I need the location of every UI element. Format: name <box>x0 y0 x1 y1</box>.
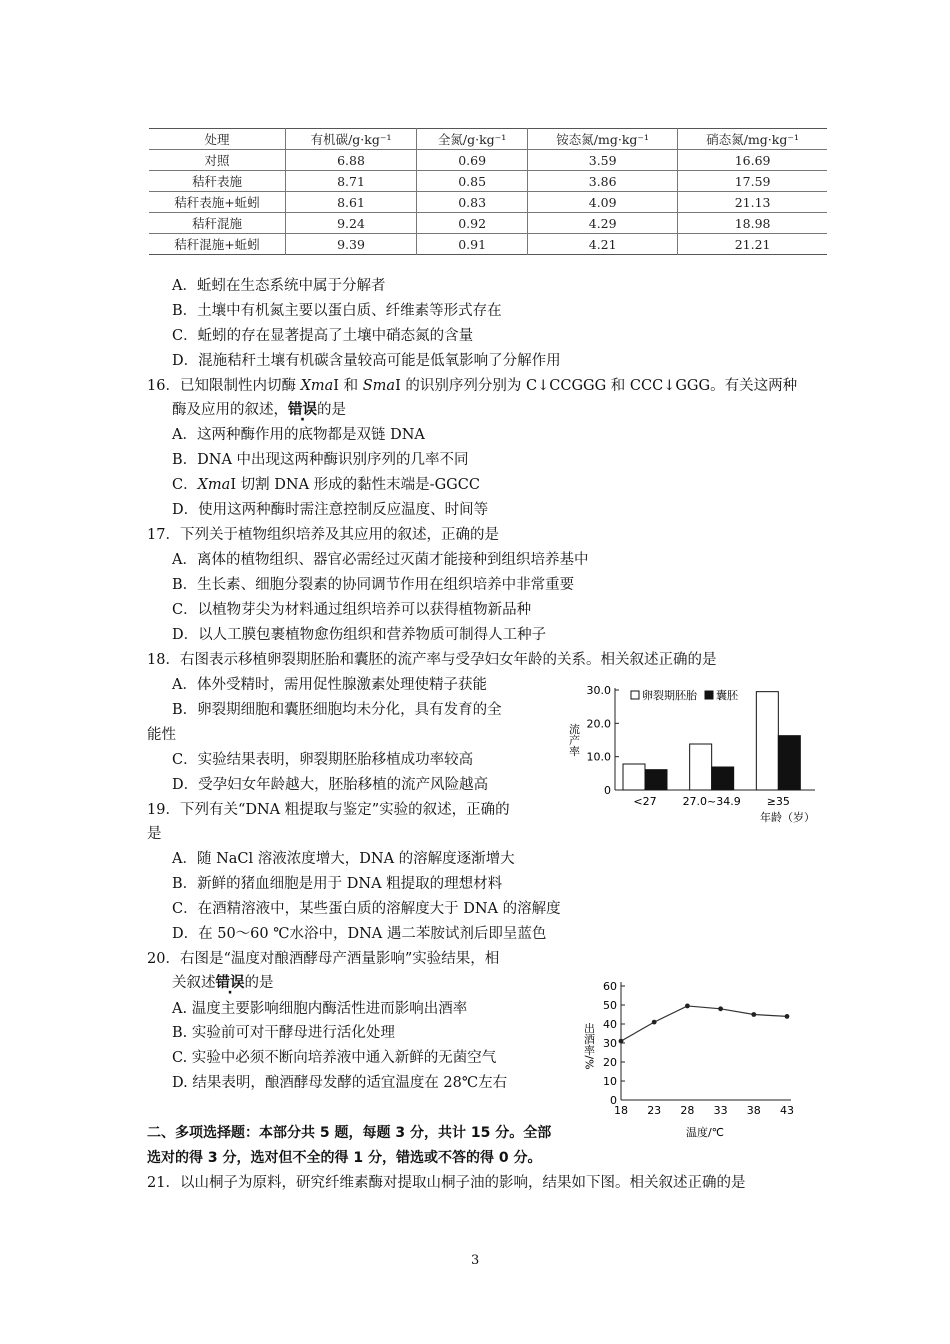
soil-data-table <box>149 128 827 255</box>
q18-option-d: D．受孕妇女年龄越大，胚胎移植的流产风险越高 <box>172 777 489 793</box>
table-cell: 17.59 <box>678 171 827 192</box>
legend-swatch-blastocyst <box>705 691 713 699</box>
section2-heading: 二、多项选择题：本部分共 5 题，每题 3 分，共计 15 分。全部 <box>147 1125 552 1141</box>
table-cell: 0.85 <box>417 171 528 192</box>
q17-option-c: C．以植物芽尖为材料通过组织培养可以获得植物新品种 <box>172 602 532 618</box>
q16-option-a: A．这两种酶作用的底物都是双链 DNA <box>172 427 425 443</box>
q16-stem <box>147 376 797 396</box>
y-tick-label: 30 <box>603 1037 617 1050</box>
q15-option-a: A．蚯蚓在生态系统中属于分解者 <box>172 278 386 294</box>
q16-option-c <box>172 475 480 495</box>
series-line <box>621 1006 787 1041</box>
q16-option-c-part: Ⅰ 切割 DNA 形成的黏性末端是-GGCC <box>230 477 480 493</box>
q17-option-b: B．生长素、细胞分裂素的协同调节作用在组织培养中非常重要 <box>172 577 575 593</box>
x-tick-label: 43 <box>780 1104 794 1117</box>
q15-option-b: B．土壤中有机氮主要以蛋白质、纤维素等形式存在 <box>172 303 502 319</box>
table-cell: 秸秆混施+蚯蚓 <box>149 234 286 255</box>
table-cell: 6.88 <box>286 150 417 171</box>
q16-stem-part: 酶及应用的叙述， <box>172 402 288 418</box>
q20-stem: 20．右图是“温度对酿酒酵母产酒量影响”实验结果，相 <box>147 951 500 967</box>
q20-option-a: A. 温度主要影响细胞内酶活性进而影响出酒率 <box>172 1001 468 1017</box>
q15-option-c: C．蚯蚓的存在显著提高了土壤中硝态氮的含量 <box>172 328 474 344</box>
table-row <box>149 213 827 234</box>
emphasis-wrong: 错误 <box>215 975 245 991</box>
q20-stem-part: 关叙述 <box>172 975 216 991</box>
enzyme-name: Xma <box>300 378 334 394</box>
table-cell: 秸秆表施 <box>149 171 286 192</box>
data-point <box>751 1012 756 1017</box>
x-axis-label: 温度/℃ <box>685 1126 725 1139</box>
y-tick-label: 0 <box>604 784 611 797</box>
y-tick-label: 30.0 <box>586 684 611 697</box>
table-header-row <box>149 129 827 150</box>
q20-option-d: D. 结果表明，酿酒酵母发酵的适宜温度在 28℃左右 <box>172 1075 508 1091</box>
q20-stem-line2 <box>172 973 274 993</box>
table-cell: 18.98 <box>678 213 827 234</box>
y-axis-label: 流产率 <box>567 723 581 757</box>
x-tick-label: 23 <box>647 1104 662 1117</box>
q18-option-b-cont: 能性 <box>147 727 176 743</box>
table-row <box>149 150 827 171</box>
table-row <box>149 192 827 213</box>
q16-option-c-part: C． <box>172 477 198 493</box>
bar-blastocyst <box>778 736 800 790</box>
table-cell: 4.29 <box>528 213 678 234</box>
table-header-cell: 硝态氮/mg·kg⁻¹ <box>678 129 827 150</box>
table-row <box>149 234 827 255</box>
y-tick-label: 50 <box>603 999 617 1012</box>
q19-option-b: B．新鲜的猪血细胞是用于 DNA 粗提取的理想材料 <box>172 876 503 892</box>
y-axis-label: 出酒率/% <box>582 1022 596 1070</box>
table-cell: 21.21 <box>678 234 827 255</box>
table-cell: 16.69 <box>678 150 827 171</box>
q15-option-d: D．混施秸秆土壤有机碳含量较高可能是低氧影响了分解作用 <box>172 353 561 369</box>
q16-stem-part: Ⅰ 和 <box>333 378 359 394</box>
table-header-cell: 有机碳/g·kg⁻¹ <box>286 129 417 150</box>
q16-stem-part: 的是 <box>317 402 346 418</box>
q16-option-b: B．DNA 中出现这两种酶识别序列的几率不同 <box>172 452 469 468</box>
x-tick-label: 28 <box>680 1104 695 1117</box>
y-tick-label: 20 <box>603 1056 617 1069</box>
emphasis-wrong: 错误 <box>288 402 317 418</box>
q19-option-a: A．随 NaCl 溶液浓度增大，DNA 的溶解度逐渐增大 <box>172 851 515 867</box>
q21-stem: 21．以山桐子为原料，研究纤维素酶对提取山桐子油的影响，结果如下图。相关叙述正确的是 <box>147 1175 746 1191</box>
bar-blastocyst <box>712 767 734 790</box>
x-tick-label: 38 <box>746 1104 761 1117</box>
q16-stem-part: Ⅰ 的识别序列分别为 C↓CCGGG 和 CCC↓GGG。有关这两种 <box>395 378 798 394</box>
enzyme-name: Sma <box>362 378 396 394</box>
enzyme-name: Xma <box>197 477 231 493</box>
x-tick-label: 27.0~34.9 <box>682 795 741 808</box>
data-point <box>652 1020 657 1025</box>
bar-blastocyst <box>645 770 667 790</box>
table-header-cell: 处理 <box>149 129 286 150</box>
x-tick-label: 33 <box>713 1104 728 1117</box>
q18-option-c: C．实验结果表明，卵裂期胚胎移植成功率较高 <box>172 752 474 768</box>
legend-swatch-cleavage <box>631 691 639 699</box>
table-cell: 3.86 <box>528 171 678 192</box>
x-axis-label: 年龄（岁） <box>760 811 815 824</box>
legend-label-blastocyst: 囊胚 <box>716 689 738 702</box>
y-tick-label: 10.0 <box>586 750 611 764</box>
table-cell: 9.39 <box>286 234 417 255</box>
bar-cleavage-embryo <box>690 744 712 790</box>
x-tick-label: ≥35 <box>766 795 790 808</box>
q16-option-d: D．使用这两种酶时需注意控制反应温度、时间等 <box>172 502 489 518</box>
data-point <box>718 1006 723 1011</box>
bar-cleavage-embryo <box>756 692 778 790</box>
q18-option-a: A．体外受精时，需用促性腺激素处理使精子获能 <box>172 677 487 693</box>
q17-option-a: A．离体的植物组织、器官必需经过灭菌才能接种到组织培养基中 <box>172 552 589 568</box>
table-row <box>149 171 827 192</box>
legend-label-cleavage: 卵裂期胚胎 <box>642 689 697 702</box>
data-point <box>685 1004 690 1009</box>
q19-stem-cont: 是 <box>147 826 162 842</box>
q19-option-c: C．在酒精溶液中，某些蛋白质的溶解度大于 DNA 的溶解度 <box>172 901 561 917</box>
q17-option-d: D．以人工膜包裹植物愈伤组织和营养物质可制得人工种子 <box>172 627 547 643</box>
table-cell: 秸秆表施+蚯蚓 <box>149 192 286 213</box>
bar-cleavage-embryo <box>623 764 645 790</box>
table-cell: 0.92 <box>417 213 528 234</box>
data-point <box>785 1014 790 1019</box>
section2-heading-cont: 选对的得 3 分，选对但不全的得 1 分，错选或不答的得 0 分。 <box>147 1150 542 1166</box>
table-cell: 0.83 <box>417 192 528 213</box>
table-header-cell: 全氮/g·kg⁻¹ <box>417 129 528 150</box>
q16-stem-line2 <box>172 400 346 420</box>
y-tick-label: 20.0 <box>586 717 611 731</box>
q17-stem: 17．下列关于植物组织培养及其应用的叙述，正确的是 <box>147 527 499 543</box>
table-header-cell: 铵态氮/mg·kg⁻¹ <box>528 129 678 150</box>
x-tick-label: 18 <box>614 1104 628 1117</box>
table-cell: 秸秆混施 <box>149 213 286 234</box>
wine-yield-line-chart <box>575 976 815 1141</box>
table-cell: 21.13 <box>678 192 827 213</box>
table-cell: 9.24 <box>286 213 417 234</box>
x-tick-label: <27 <box>633 795 657 808</box>
miscarriage-bar-chart <box>560 676 820 826</box>
y-tick-label: 40 <box>603 1018 617 1031</box>
table-cell: 0.91 <box>417 234 528 255</box>
table-cell: 8.71 <box>286 171 417 192</box>
table-cell: 4.21 <box>528 234 678 255</box>
table-cell: 对照 <box>149 150 286 171</box>
data-point <box>619 1039 624 1044</box>
q20-option-c: C. 实验中必须不断向培养液中通入新鲜的无菌空气 <box>172 1050 497 1066</box>
y-tick-label: 10 <box>603 1075 617 1088</box>
q18-stem: 18．右图表示移植卵裂期胚胎和囊胚的流产率与受孕妇女年龄的关系。相关叙述正确的是 <box>147 652 717 668</box>
q20-option-b: B. 实验前可对干酵母进行活化处理 <box>172 1025 395 1041</box>
table-cell: 0.69 <box>417 150 528 171</box>
table-cell: 8.61 <box>286 192 417 213</box>
q18-option-b: B．卵裂期细胞和囊胚细胞均未分化，具有发育的全 <box>172 702 502 718</box>
y-tick-label: 0 <box>610 1094 617 1107</box>
table-cell: 3.59 <box>528 150 678 171</box>
q20-stem-part: 的是 <box>244 975 274 991</box>
q19-option-d: D．在 50～60 ℃水浴中，DNA 遇二苯胺试剂后即呈蓝色 <box>172 926 547 942</box>
q19-stem: 19．下列有关“DNA 粗提取与鉴定”实验的叙述，正确的 <box>147 802 510 818</box>
q16-stem-part: 16．已知限制性内切酶 <box>147 378 296 394</box>
table-cell: 4.09 <box>528 192 678 213</box>
y-tick-label: 60 <box>603 980 617 993</box>
page-number: 3 <box>471 1253 480 1268</box>
